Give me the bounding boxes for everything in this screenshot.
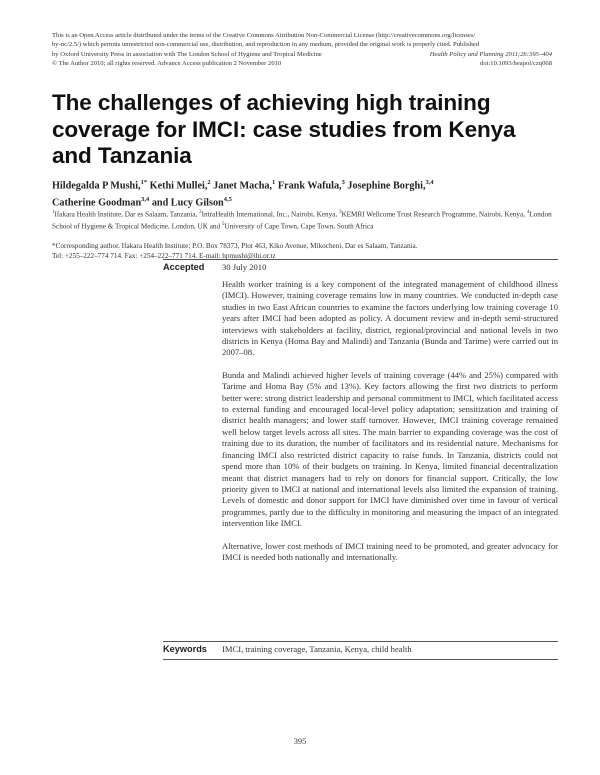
affiliations [52,208,557,231]
divider [163,259,558,260]
abstract-paragraph: Alternative, lower cost methods of IMCI training need to be promoted, and greater advocacy for IMCI is needed both nationally and internationally. [222,540,558,562]
author-name: Catherine Goodman [52,197,142,209]
journal-citation: Health Policy and Planning 2011;26:395–404 [429,50,552,58]
publisher-note: by Oxford University Press in association with The London School of Hygiene and Tropical Medicine [52,50,322,58]
affiliation-marker: 1 [52,210,55,215]
author-list [52,176,557,211]
keywords-label: Keywords [163,644,207,654]
article-title: The challenges of achieving high training coverage for IMCI: case studies from Kenya and Tanzania [52,90,516,168]
affiliation: Ifakara Health Institute, Dar es Salaam, Tanzania, [54,210,200,219]
abstract-paragraph: Health worker training is a key component of the integrated management of childhood illness (IMCI). However, training coverage remains low in many countries. We conducted in-depth case studies in two East African countries to examine the factors underlying low training coverage 10 years after IMCI had been adopted as policy. A document review and in-depth semi-structured interviews with stakeholders at facility, district, regional/provincial and national levels in two districts in Kenya (Homa Bay and Malindi) and Tanzania (Bunda and Tarime) were carried out in 2007–08. [222,279,558,358]
author-affiliation-marker: 3,4 [425,179,434,186]
abstract [222,279,558,574]
author-affiliation-marker: 1* [140,179,148,186]
copyright-note: © The Author 2010; all rights reserved. Advance Access publication 2 November 2010 [52,59,282,67]
author-affiliation-marker: 3,4 [141,196,150,204]
author-name: Janet Macha, [213,180,273,192]
keywords-list: IMCI, training coverage, Tanzania, Kenya, child health [222,644,412,654]
affiliation-marker: 3 [338,210,342,215]
author-affiliation-marker: 3 [341,179,345,186]
affiliation: London School of Hygiene & Tropical Medicine, London, UK and [52,210,552,230]
author-affiliation-marker: 1 [272,179,276,186]
abstract-paragraph: Bunda and Malindi achieved higher levels of training coverage (44% and 25%) compared with Tarime and Homa Bay (5% and 13%). Key factors allowing the first two districts to perform better were: strong district leadership and personal commitment to IMCI, which facilitated access to external funding and encouraged local-level policy adaptation; sensitization and training of district health managers; and lower staff turnover. However, IMCI training coverage remained well below target levels across all sites. The main barrier to expanding coverage was the cost of training due to its duration, the number of facilitators and its residential nature. Mechanisms for financing IMCI also restricted district capacity to raise funds. In Tanzania, districts could not spend more than 10% of their budgets on training. In Kenya, limited financial decentralization meant that district managers had to rely on donors for financial support. Critically, the low priority given to IMCI at national and international levels also limited the expansion of training. Levels of domestic and donor support for IMCI have diminished over time in favour of vertical programmes, partly due to the difficulty in monitoring and measuring the impact of an integrated intervention like IMCI. [222,369,558,529]
accepted-label: Accepted [163,262,205,272]
affiliation-marker: 2 [199,210,202,215]
affiliation-marker: 5 [221,221,225,227]
corresponding-contact: Tel: +255–222–774 714. Fax: +254–222–771 714. E-mail: hpmushi@ihi.or.tz [52,252,276,261]
license-line-3 [52,50,552,59]
corresponding-address: *Corresponding author. Ifakara Health Institute; P.O. Box 78373, Plot 463, Kiko Avenue, Mikocheni, Dar es Salaam, Tanzania. [52,242,418,250]
license-notice [52,31,552,68]
author-name: and Lucy Gilson [151,197,224,209]
license-line-2: by-nc/2.5/) which permits unrestricted non-commercial use, distribution, and reproduction in any medium, provided the original work is properly cited. Published [52,41,480,49]
affiliation: University of Cape Town, Cape Town, South Africa [224,221,374,230]
divider [163,659,558,660]
affiliation: IntraHealth International, Inc., Nairobi, Kenya, [201,210,339,219]
author-affiliation-marker: 2 [207,179,211,186]
accepted-date: 30 July 2010 [222,262,267,272]
license-line-1: This is an Open Access article distributed under the terms of the Creative Commons Attribution Non-Commercial License (http://creativecommons.org/licenses/ [52,32,476,39]
author-name: Frank Wafula, [277,180,342,192]
divider [163,641,558,642]
author-name: Josephine Borghi, [347,180,426,192]
affiliation-marker: 4 [526,210,530,215]
license-line-4 [52,59,552,68]
author-name: Kethi Mullei, [149,180,208,192]
page-number: 395 [293,737,307,746]
author-name: Hildegalda P Mushi, [52,180,141,192]
affiliation: KEMRI Wellcome Trust Research Programme, Nairobi, Kenya, [341,210,527,219]
author-affiliation-marker: 4,5 [223,196,232,204]
doi: doi:10.1093/heapol/czq068 [480,59,552,67]
